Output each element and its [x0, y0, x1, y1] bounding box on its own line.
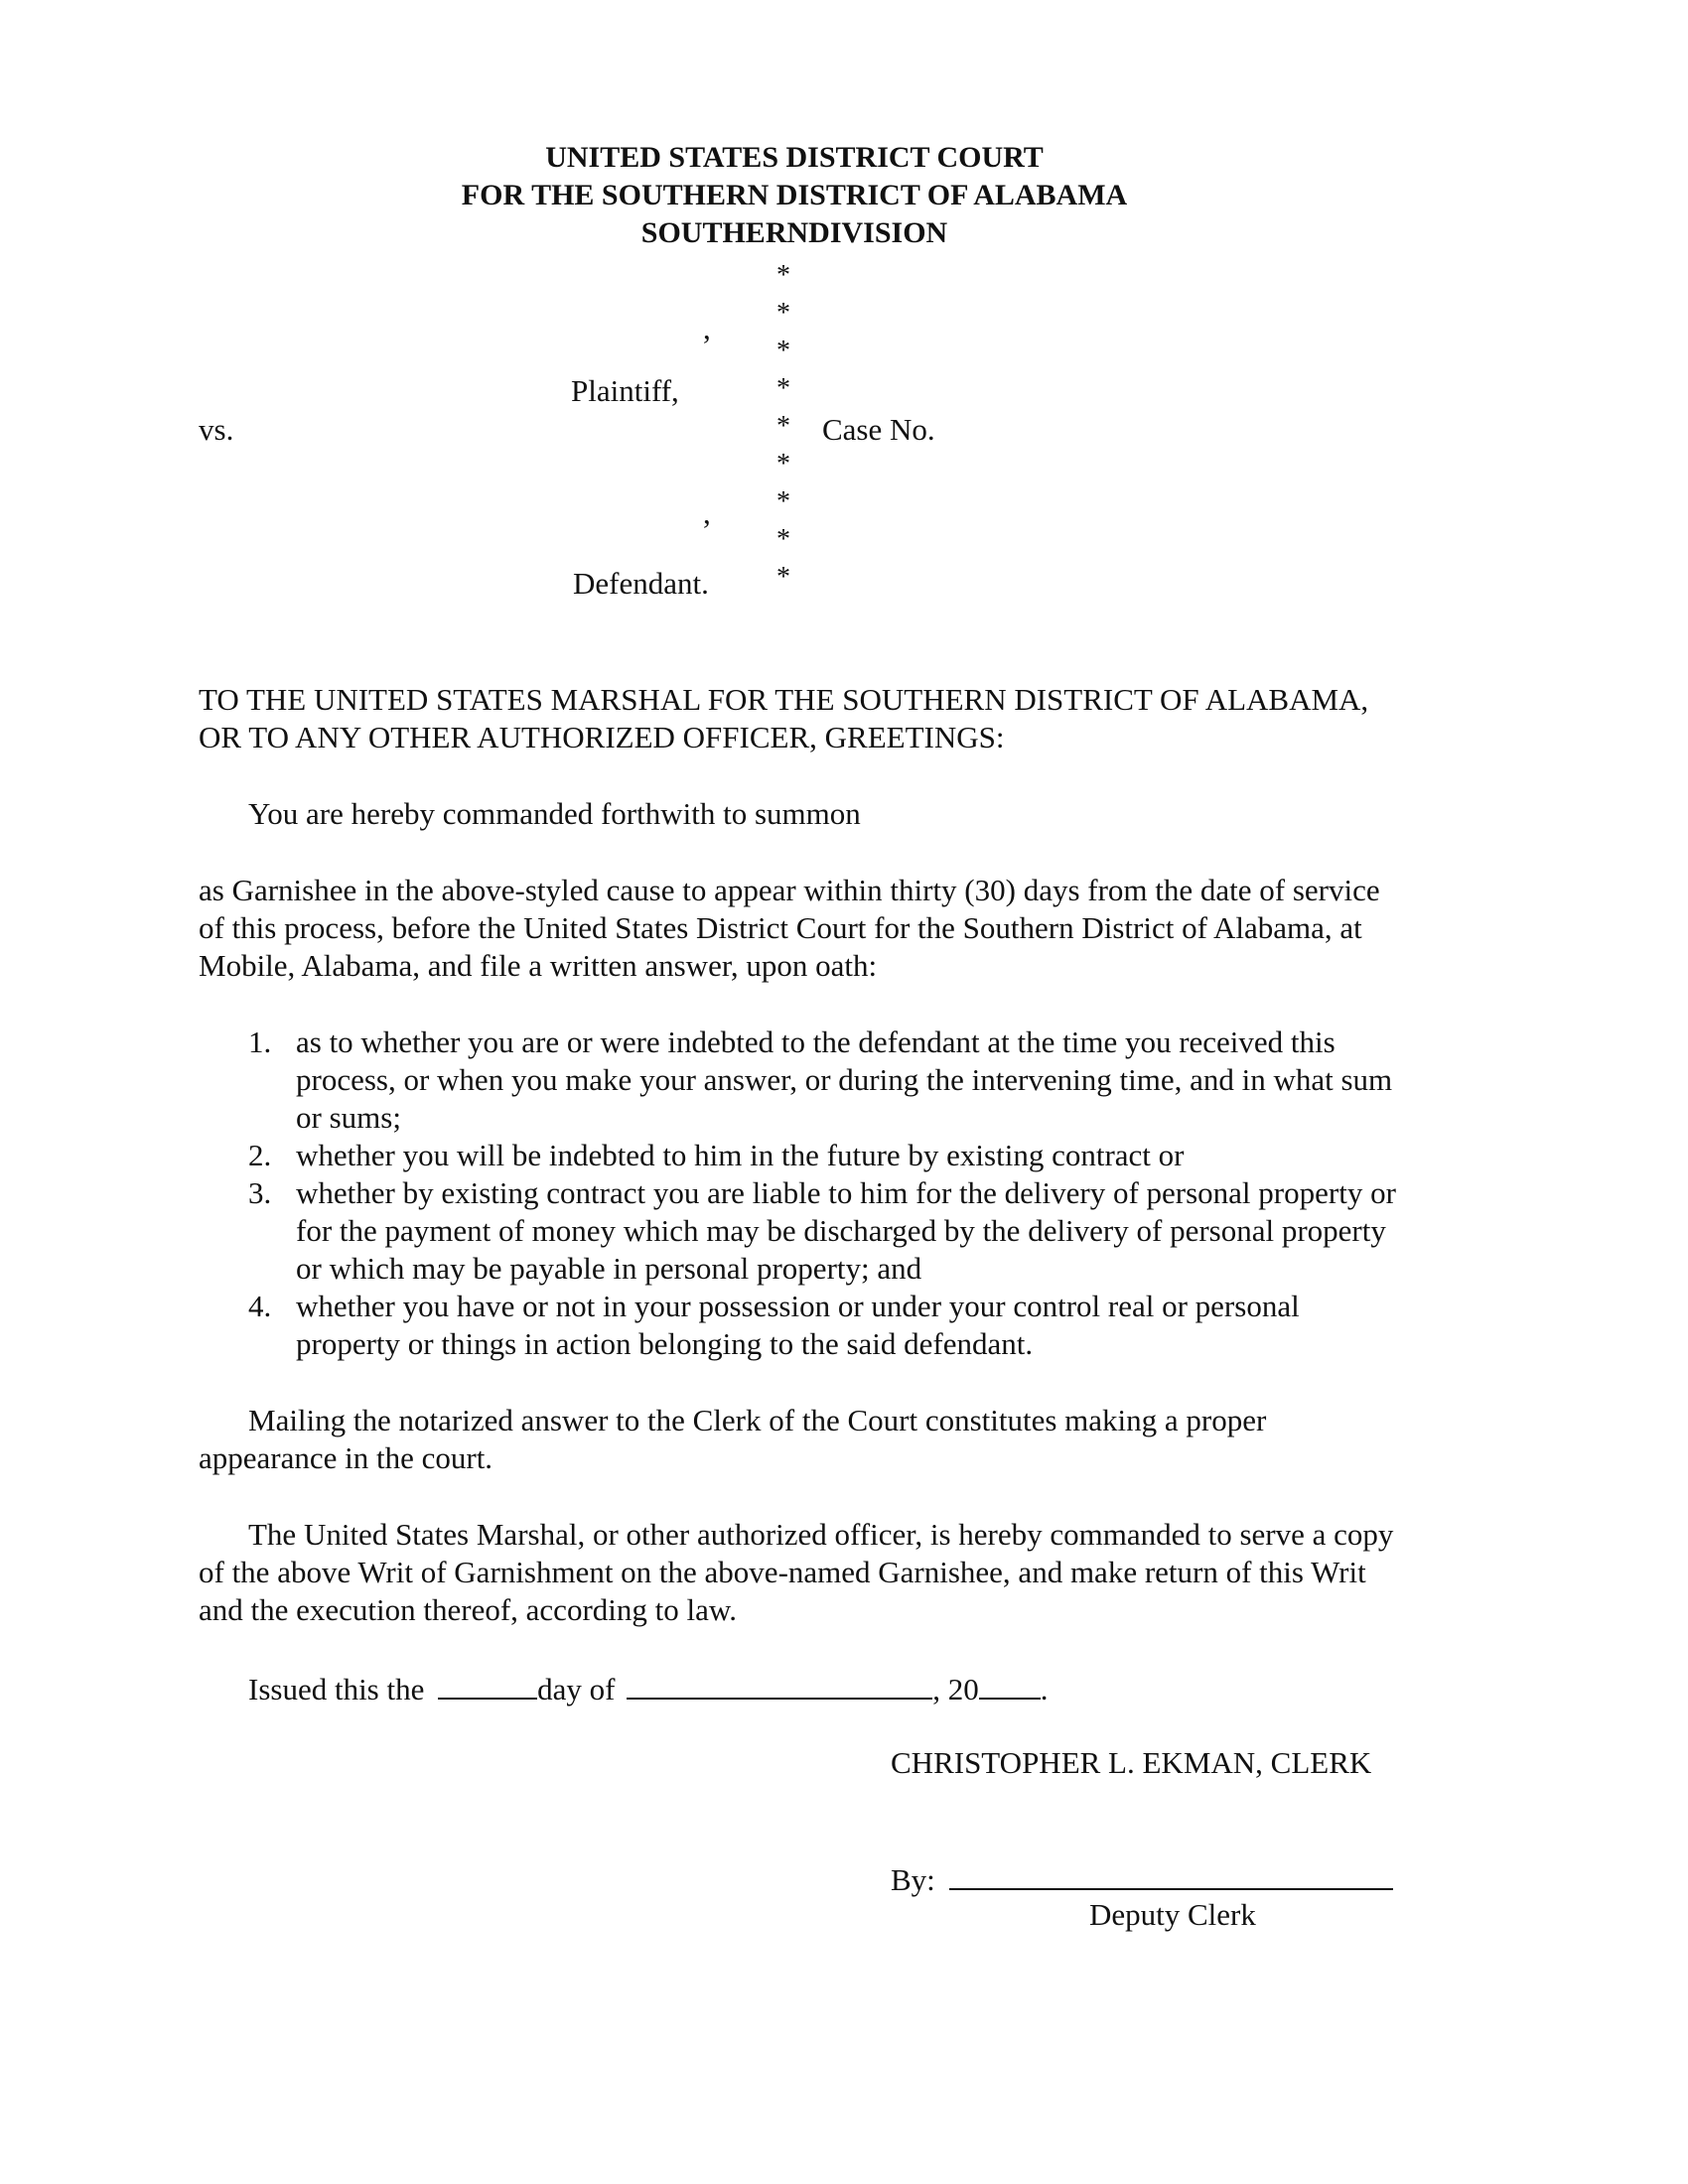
plaintiff-label: Plaintiff, — [571, 373, 679, 408]
district-name: FOR THE SOUTHERN DISTRICT OF ALABAMA — [461, 179, 1128, 211]
list-item-line: whether you have or not in your possession or under your control real or personal — [296, 1289, 1300, 1323]
defendant-name-comma: , — [703, 495, 711, 530]
case-no-label: Case No. — [822, 412, 935, 447]
command-intro: You are hereby commanded forthwith to summon — [248, 796, 861, 831]
month-blank[interactable] — [627, 1668, 932, 1700]
vs-label: vs. — [199, 412, 234, 447]
list-item-number: 3. — [248, 1175, 272, 1210]
by-label: By: — [891, 1862, 935, 1897]
division-name: SOUTHERNDIVISION — [640, 216, 948, 249]
service-line: and the execution thereof, according to law. — [199, 1592, 737, 1627]
caption-star: * — [776, 486, 790, 517]
signature-line — [891, 1858, 1393, 1899]
court-name: UNITED STATES DISTRICT COURT — [545, 141, 1044, 174]
service-line: of the above Writ of Garnishment on the above-named Garnishee, and make return of this Writ — [199, 1555, 1366, 1589]
caption-star: * — [776, 373, 790, 404]
caption-star: * — [776, 411, 790, 442]
day-of-label: day of — [537, 1672, 616, 1706]
list-item-number: 2. — [248, 1138, 272, 1172]
issued-period: . — [1040, 1672, 1049, 1706]
day-blank[interactable] — [438, 1668, 537, 1700]
command-body-line: Mobile, Alabama, and file a written answer, upon oath: — [199, 948, 878, 983]
deputy-clerk-label: Deputy Clerk — [1089, 1897, 1256, 1932]
list-item-line: or which may be payable in personal property; and — [296, 1251, 922, 1286]
list-item-number: 4. — [248, 1289, 272, 1323]
issued-prefix: Issued this the — [248, 1672, 425, 1706]
caption-star: * — [776, 260, 790, 291]
issued-line — [248, 1668, 1048, 1708]
caption-star: * — [776, 336, 790, 366]
list-item-line: whether you will be indebted to him in the future by existing contract or — [296, 1138, 1185, 1172]
caption-star: * — [776, 298, 790, 329]
list-item-line: for the payment of money which may be discharged by the delivery of personal property — [296, 1213, 1386, 1248]
list-item-line: property or things in action belonging to the said defendant. — [296, 1326, 1034, 1361]
mailing-line: appearance in the court. — [199, 1440, 493, 1475]
command-body-line: as Garnishee in the above-styled cause to appear within thirty (30) days from the date of service — [199, 873, 1380, 907]
list-item-line: process, or when you make your answer, or during the intervening time, and in what sum — [296, 1062, 1393, 1097]
command-body-line: of this process, before the United States District Court for the Southern District of Alabama, at — [199, 910, 1362, 945]
deputy-signature-blank[interactable] — [949, 1858, 1393, 1890]
list-item-line: as to whether you are or were indebted to the defendant at the time you received this — [296, 1024, 1336, 1059]
list-item-line: or sums; — [296, 1100, 401, 1135]
clerk-name: CHRISTOPHER L. EKMAN, CLERK — [891, 1745, 1372, 1780]
address-line: TO THE UNITED STATES MARSHAL FOR THE SOUTHERN DISTRICT OF ALABAMA, — [199, 682, 1369, 717]
plaintiff-name-comma: , — [703, 311, 711, 345]
caption-star: * — [776, 524, 790, 555]
caption-star: * — [776, 449, 790, 479]
service-line: The United States Marshal, or other authorized officer, is hereby commanded to serve a copy — [248, 1517, 1394, 1552]
caption-star: * — [776, 562, 790, 593]
year-prefix: , 20 — [932, 1672, 979, 1706]
list-item-line: whether by existing contract you are liable to him for the delivery of personal property or — [296, 1175, 1396, 1210]
list-item-number: 1. — [248, 1024, 272, 1059]
defendant-label: Defendant. — [573, 566, 709, 601]
year-blank[interactable] — [979, 1668, 1041, 1700]
mailing-line: Mailing the notarized answer to the Clerk of the Court constitutes making a proper — [248, 1403, 1267, 1437]
address-line: OR TO ANY OTHER AUTHORIZED OFFICER, GREETINGS: — [199, 720, 1005, 754]
